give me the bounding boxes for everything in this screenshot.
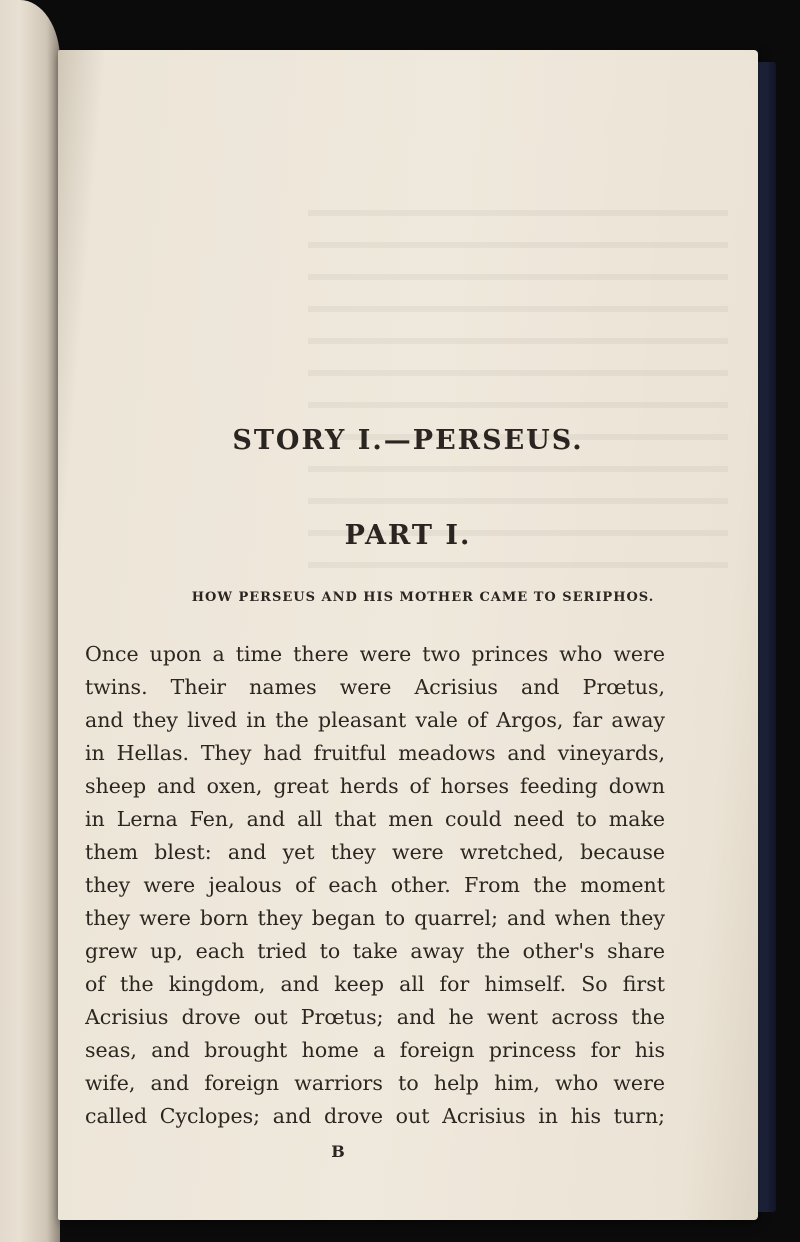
text-line: twins. Their names were Acrisius and Prœtus, bbox=[85, 675, 665, 699]
text-line: in Hellas. They had fruitful meadows and vineyards, bbox=[85, 741, 665, 765]
text-line: sheep and oxen, great herds of horses feeding down bbox=[85, 774, 665, 798]
part-title: PART I. bbox=[344, 520, 472, 551]
text-line: seas, and brought home a foreign princess for his bbox=[85, 1038, 665, 1062]
text-line: and they lived in the pleasant vale of Argos, far away bbox=[85, 708, 665, 732]
story-title: STORY I.—PERSEUS. bbox=[232, 425, 584, 456]
text-line: Acrisius drove out Prœtus; and he went across the bbox=[85, 1005, 665, 1029]
show-through-text bbox=[308, 210, 728, 570]
text-line: in Lerna Fen, and all that men could need to make bbox=[85, 807, 665, 831]
text-line: wife, and foreign warriors to help him, who were bbox=[85, 1071, 665, 1095]
body-text bbox=[85, 638, 665, 1133]
text-line: called Cyclopes; and drove out Acrisius in his turn; bbox=[85, 1104, 665, 1128]
chapter-heading: HOW PERSEUS AND HIS MOTHER CAME TO SERIPHOS. bbox=[191, 590, 655, 605]
text-line: they were born they began to quarrel; and when they bbox=[85, 906, 665, 930]
book-page bbox=[58, 50, 758, 1220]
left-page-edge bbox=[0, 0, 60, 1242]
text-line: them blest: and yet they were wretched, because bbox=[85, 840, 665, 864]
text-line: Once upon a time there were two princes who were bbox=[85, 642, 665, 666]
text-line: grew up, each tried to take away the other's share bbox=[85, 939, 665, 963]
text-line: of the kingdom, and keep all for himself. So first bbox=[85, 972, 665, 996]
signature-mark: B bbox=[331, 1142, 345, 1161]
text-line: they were jealous of each other. From the moment bbox=[85, 873, 665, 897]
